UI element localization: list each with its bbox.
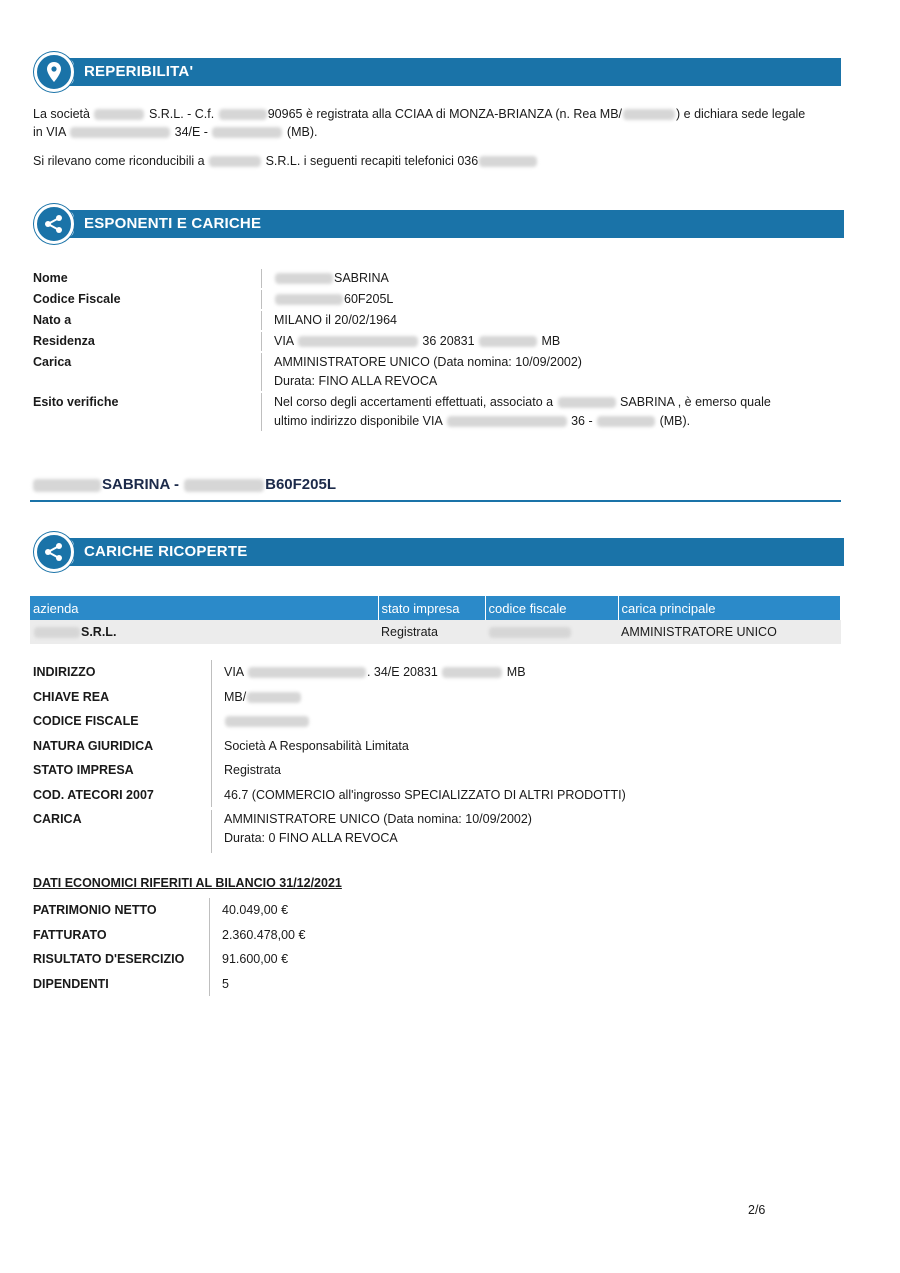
redacted-text xyxy=(94,109,144,120)
person-title: SABRINA - B60F205L xyxy=(30,476,841,502)
kv-row xyxy=(33,332,833,351)
patrimonio-label: PATRIMONIO NETTO xyxy=(33,903,157,917)
share-nodes-icon xyxy=(34,204,74,244)
redacted-text xyxy=(597,416,655,427)
carica-cell: AMMINISTRATORE UNICO xyxy=(618,620,841,644)
redacted-text xyxy=(34,627,80,638)
esito-value: Nel corso degli accertamenti effettuati, associato a SABRINA , è emerso quale ultimo indirizzo disponibile VIA 36 - (MB). xyxy=(261,393,833,431)
kv-row xyxy=(33,268,833,288)
chiave-rea-value: MB/ xyxy=(211,685,833,710)
kv-row xyxy=(33,758,833,783)
carica-label: Carica xyxy=(33,355,72,369)
azienda-details xyxy=(33,660,833,853)
esponente-details xyxy=(33,268,833,431)
column-header: azienda xyxy=(30,596,378,620)
kv-row xyxy=(33,353,833,391)
dipendenti-value: 5 xyxy=(209,972,833,997)
section-header-cariche xyxy=(30,530,844,574)
kv-row xyxy=(33,807,833,853)
redacted-text xyxy=(219,109,267,120)
stato-cell: Registrata xyxy=(378,620,485,644)
kv-row xyxy=(33,783,833,808)
redacted-text xyxy=(184,479,264,492)
kv-row xyxy=(33,947,833,972)
reperibilita-paragraph-1: La società S.R.L. - C.f. 90965 è registrata alla CCIAA di MONZA-BRIANZA (n. Rea MB/ ) e dichiara sede legale in VIA 34/E - (MB). xyxy=(33,107,806,139)
kv-row xyxy=(33,660,833,685)
section-header-esponenti xyxy=(30,202,844,246)
patrimonio-value: 40.049,00 € xyxy=(209,898,833,923)
table-header-row xyxy=(30,596,841,620)
redacted-text xyxy=(623,109,675,120)
codice-fiscale-label: Codice Fiscale xyxy=(33,292,121,306)
kv-row xyxy=(33,734,833,759)
redacted-text xyxy=(447,416,567,427)
codice-fiscale-label: CODICE FISCALE xyxy=(33,714,139,728)
residenza-value: VIA 36 20831 MB xyxy=(261,332,833,351)
risultato-label: RISULTATO D'ESERCIZIO xyxy=(33,952,185,966)
column-header: stato impresa xyxy=(378,596,485,620)
redacted-text xyxy=(247,692,301,703)
codice-fiscale-value xyxy=(211,709,833,734)
section-header-reperibilita xyxy=(30,50,841,94)
redacted-text xyxy=(558,397,616,408)
redacted-text xyxy=(70,127,170,138)
residenza-label: Residenza xyxy=(33,334,95,348)
redacted-text xyxy=(212,127,282,138)
page-number: 2/6 xyxy=(748,1203,766,1217)
redacted-text xyxy=(275,294,343,305)
redacted-text xyxy=(442,667,502,678)
reperibilita-paragraph-2: Si rilevano come riconducibili a S.R.L. i seguenti recapiti telefonici 036 xyxy=(33,152,833,170)
risultato-value: 91.600,00 € xyxy=(209,947,833,972)
natura-giuridica-label: NATURA GIURIDICA xyxy=(33,738,154,753)
dipendenti-label: DIPENDENTI xyxy=(33,976,109,991)
redacted-text xyxy=(479,156,537,167)
codice-fiscale-value: 60F205L xyxy=(261,290,833,309)
kv-row xyxy=(33,290,833,309)
dati-economici-title: DATI ECONOMICI RIFERITI AL BILANCIO 31/12/2021 xyxy=(33,876,342,890)
nato-a-label: Nato a xyxy=(33,313,72,327)
nome-value: SABRINA xyxy=(261,269,833,288)
indirizzo-label: INDIRIZZO xyxy=(33,665,96,679)
section-title: ESPONENTI E CARICHE xyxy=(66,210,844,238)
kv-row xyxy=(33,393,833,431)
chiave-rea-label: CHIAVE REA xyxy=(33,689,110,704)
fatturato-value: 2.360.478,00 € xyxy=(209,923,833,948)
esito-label: Esito verifiche xyxy=(33,395,119,409)
redacted-text xyxy=(275,273,333,284)
redacted-text xyxy=(33,479,101,492)
dati-economici xyxy=(33,898,833,996)
column-header: codice fiscale xyxy=(485,596,618,620)
carica-value: AMMINISTRATORE UNICO (Data nomina: 10/09/2002) Durata: 0 FINO ALLA REVOCA xyxy=(211,810,833,853)
kv-row xyxy=(33,972,833,997)
section-title: REPERIBILITA' xyxy=(66,58,841,86)
codice-fiscale-cell xyxy=(485,620,618,644)
share-nodes-icon xyxy=(34,532,74,572)
kv-row xyxy=(33,685,833,710)
carica-label: CARICA xyxy=(33,812,82,826)
stato-impresa-label: STATO IMPRESA xyxy=(33,763,134,777)
redacted-text xyxy=(489,627,571,638)
location-pin-icon xyxy=(34,52,74,92)
kv-row xyxy=(33,898,833,923)
redacted-text xyxy=(225,716,309,727)
stato-impresa-value: Registrata xyxy=(211,758,833,783)
cariche-table xyxy=(30,596,841,644)
carica-value: AMMINISTRATORE UNICO (Data nomina: 10/09/2002) Durata: FINO ALLA REVOCA xyxy=(261,353,833,391)
natura-giuridica-value: Società A Responsabilità Limitata xyxy=(211,734,833,759)
column-header: carica principale xyxy=(618,596,841,620)
redacted-text xyxy=(298,336,418,347)
kv-row xyxy=(33,923,833,948)
table-row xyxy=(30,620,841,644)
azienda-cell: S.R.L. xyxy=(30,620,378,644)
ateco-value: 46.7 (COMMERCIO all'ingrosso SPECIALIZZATO DI ALTRI PRODOTTI) xyxy=(211,783,833,808)
nato-a-value: MILANO il 20/02/1964 xyxy=(261,311,833,330)
redacted-text xyxy=(479,336,537,347)
fatturato-label: FATTURATO xyxy=(33,927,107,942)
nome-label: Nome xyxy=(33,271,68,285)
ateco-label: COD. ATECORI 2007 xyxy=(33,787,154,802)
kv-row xyxy=(33,311,833,330)
indirizzo-value: VIA . 34/E 20831 MB xyxy=(211,660,833,685)
section-title: CARICHE RICOPERTE xyxy=(66,538,844,566)
kv-row xyxy=(33,709,833,734)
redacted-text xyxy=(248,667,366,678)
redacted-text xyxy=(209,156,261,167)
